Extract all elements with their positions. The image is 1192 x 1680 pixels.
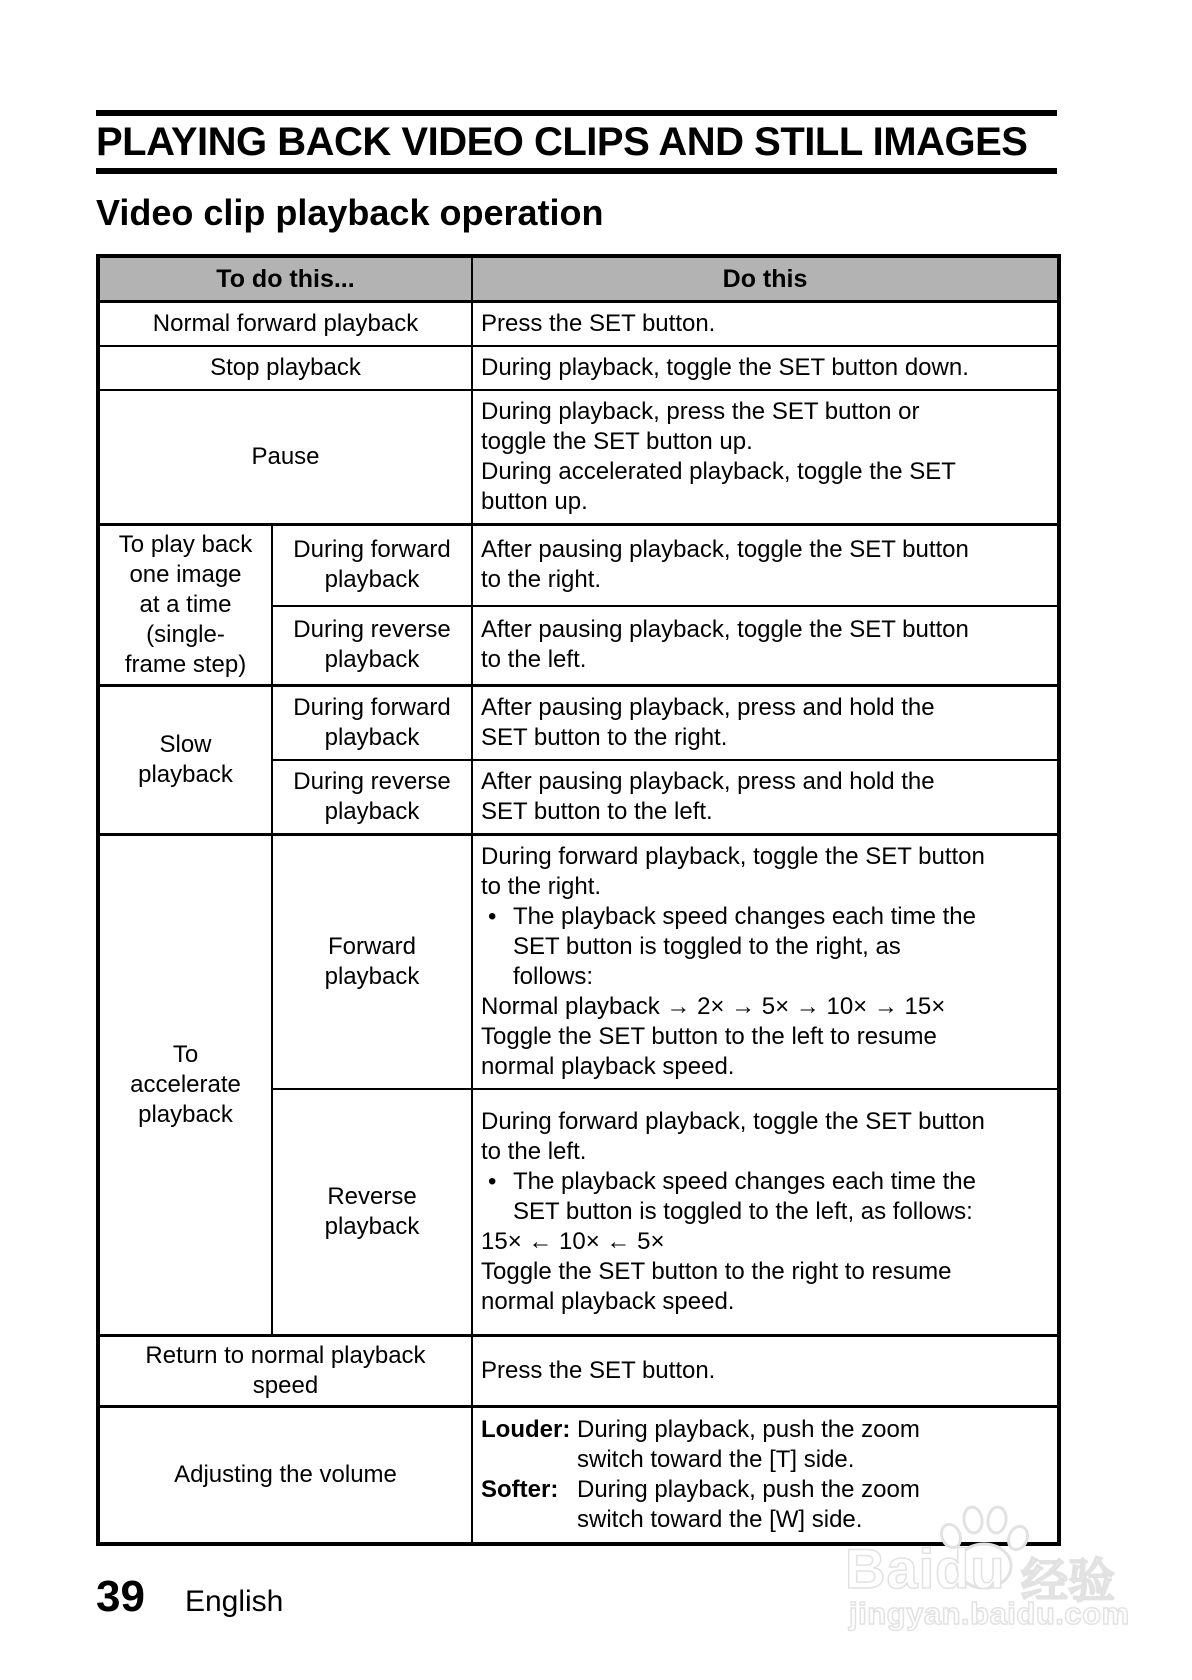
action-cell bbox=[472, 390, 1059, 525]
row-single-step-forward bbox=[98, 525, 1059, 606]
action-paragraph: During forward playback, toggle the SET button to the right. bbox=[481, 843, 985, 900]
page-title: PLAYING BACK VIDEO CLIPS AND STILL IMAGES bbox=[96, 120, 1028, 164]
condition-cell: Reverse playback bbox=[272, 1089, 472, 1335]
action-cell bbox=[472, 1089, 1059, 1335]
page-footer bbox=[96, 1572, 283, 1622]
condition-cell: During reverse playback bbox=[272, 760, 472, 835]
speed-sequence: Normal playback → 2× → 5× → 10× → 15× bbox=[481, 993, 946, 1020]
volume-label: Softer: bbox=[481, 1475, 559, 1503]
action-cell: Press the SET button. bbox=[472, 1335, 1059, 1406]
condition-cell: Forward playback bbox=[272, 835, 472, 1090]
action-paragraph: During accelerated playback, toggle the SET button up. bbox=[481, 458, 956, 515]
row-stop-playback bbox=[98, 346, 1059, 390]
bullet-icon: • bbox=[488, 903, 497, 930]
volume-item-louder bbox=[481, 1415, 986, 1475]
volume-text: During playback, push the zoom switch toward the [T] side. bbox=[577, 1415, 920, 1473]
row-pause bbox=[98, 390, 1059, 525]
bullet-text: The playback speed changes each time the SET button is toggled to the right, as follows: bbox=[513, 903, 976, 990]
todo-cell-single-step: To play back one image at a time (single-frame step) bbox=[98, 525, 272, 686]
action-cell: After pausing playback, press and hold the SET button to the left. bbox=[472, 760, 1059, 835]
column-header-do: Do this bbox=[472, 256, 1059, 302]
watermark-brand-cjk: 经验 bbox=[1021, 1554, 1115, 1607]
title-rule-top bbox=[96, 110, 1057, 116]
baidu-jingyan-watermark bbox=[845, 1500, 1135, 1635]
volume-text: During playback, push the zoom switch toward the [W] side. bbox=[577, 1475, 920, 1533]
row-slow-forward bbox=[98, 686, 1059, 761]
action-cell: After pausing playback, press and hold the SET button to the right. bbox=[472, 686, 1059, 761]
todo-cell: Pause bbox=[98, 390, 472, 525]
action-cell: After pausing playback, toggle the SET button to the right. bbox=[472, 525, 1059, 606]
action-cell: During playback, toggle the SET button down. bbox=[472, 346, 1059, 390]
row-accelerate-forward bbox=[98, 835, 1059, 1090]
action-paragraph: Toggle the SET button to the right to resume normal playback speed. bbox=[481, 1257, 952, 1315]
todo-cell: Stop playback bbox=[98, 346, 472, 390]
section-heading: Video clip playback operation bbox=[96, 192, 604, 233]
todo-cell-accelerate: To accelerate playback bbox=[98, 835, 272, 1336]
condition-cell: During forward playback bbox=[272, 686, 472, 761]
action-cell bbox=[472, 835, 1059, 1090]
todo-cell-slow-playback: Slow playback bbox=[98, 686, 272, 835]
condition-cell: During reverse playback bbox=[272, 606, 472, 686]
bullet-text: The playback speed changes each time the SET button is toggled to the left, as follows: bbox=[513, 1167, 976, 1225]
language-label: English bbox=[184, 1585, 284, 1618]
column-header-todo: To do this... bbox=[98, 256, 472, 302]
row-normal-forward-playback bbox=[98, 302, 1059, 347]
row-return-normal-speed bbox=[98, 1335, 1059, 1406]
action-cell: Press the SET button. bbox=[472, 302, 1059, 347]
todo-cell: Return to normal playback speed bbox=[98, 1335, 472, 1406]
speed-sequence: 15× ← 10× ← 5× bbox=[481, 1227, 665, 1255]
page-content bbox=[96, 0, 1057, 1546]
volume-label: Louder: bbox=[481, 1415, 571, 1443]
action-cell: After pausing playback, toggle the SET button to the left. bbox=[472, 606, 1059, 686]
playback-operation-table bbox=[96, 254, 1061, 1546]
condition-cell: During forward playback bbox=[272, 525, 472, 606]
watermark-brand: Baidu bbox=[845, 1537, 1006, 1600]
action-bullet bbox=[481, 902, 986, 992]
table-header-row bbox=[98, 256, 1059, 302]
title-rule-bottom bbox=[96, 168, 1057, 174]
watermark-url: jingyan.baidu.com bbox=[849, 1596, 1130, 1631]
bullet-icon: • bbox=[488, 1167, 497, 1195]
action-paragraph: Toggle the SET button to the left to resume normal playback speed. bbox=[481, 1023, 937, 1080]
action-bullet bbox=[481, 1167, 986, 1227]
action-paragraph: During playback, press the SET button or toggle the SET button up. bbox=[481, 398, 920, 455]
page-number: 39 bbox=[96, 1572, 145, 1621]
action-paragraph: During forward playback, toggle the SET button to the left. bbox=[481, 1107, 985, 1165]
todo-cell: Normal forward playback bbox=[98, 302, 472, 347]
todo-cell: Adjusting the volume bbox=[98, 1406, 472, 1544]
